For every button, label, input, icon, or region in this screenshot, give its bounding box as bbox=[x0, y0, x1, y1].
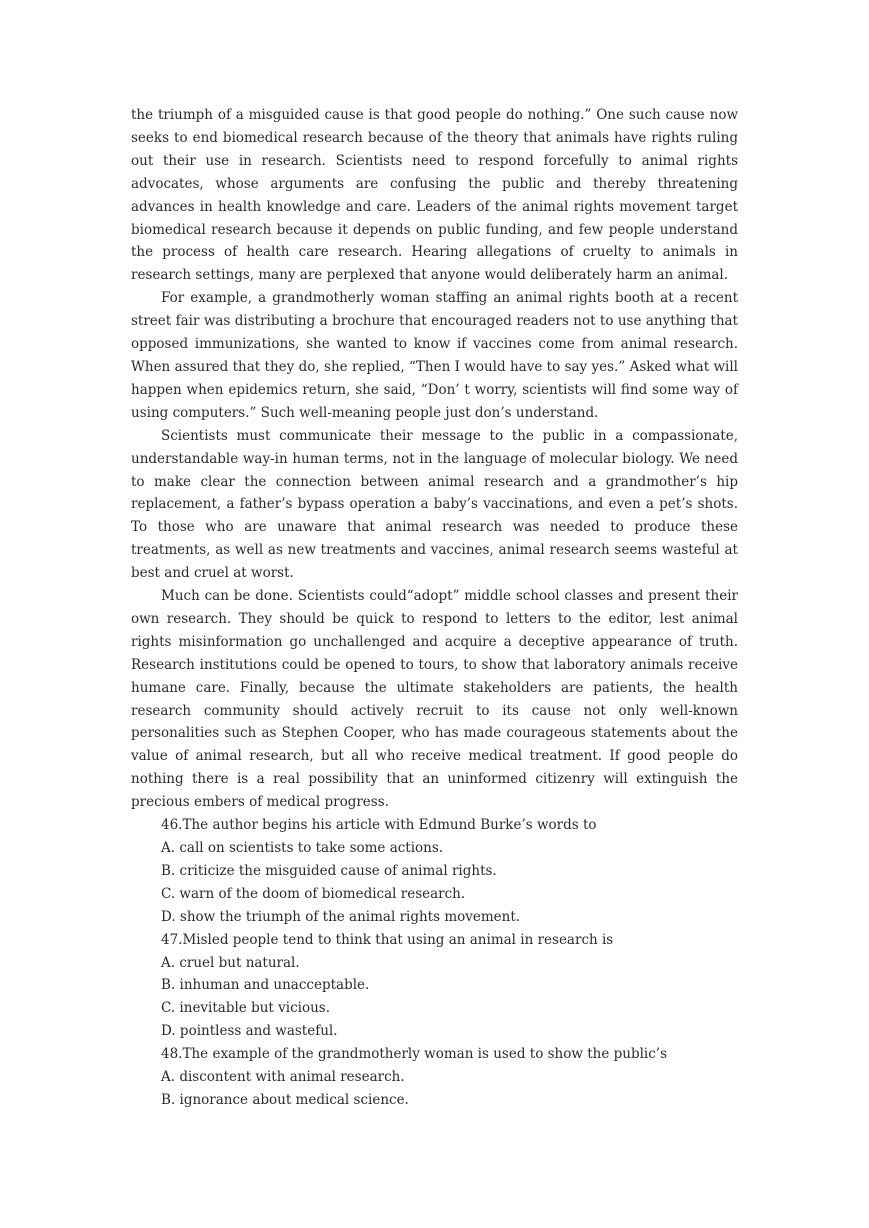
option-d: D. pointless and wasteful. bbox=[161, 1023, 338, 1040]
option-a: A. cruel but natural. bbox=[161, 954, 300, 971]
passage-paragraph-2: For example, a grandmotherly woman staffing an animal rights booth at a recent street fair was distributing a brochure that encouraged readers not to use anything that opposed immunizations, she wanted to know if vaccines come from animal research. When assured that they do, she replied, “Then I would have to say yes.” Asked what will happen when epidemics return, she said, “Don’ t worry, scientists will find some way of using computers.” Such well-meaning people just don’s understand. bbox=[131, 290, 738, 421]
question-46 bbox=[131, 814, 738, 929]
option-b: B. criticize the misguided cause of animal rights. bbox=[161, 862, 497, 879]
question-stem: 46.The author begins his article with Edmund Burke’s words to bbox=[161, 817, 597, 834]
option-b: B. ignorance about medical science. bbox=[161, 1091, 409, 1108]
question-47 bbox=[131, 929, 738, 1044]
option-a: A. call on scientists to take some actions. bbox=[161, 840, 444, 856]
question-stem: 48.The example of the grandmotherly woman is used to show the public’s bbox=[161, 1046, 667, 1063]
question-48 bbox=[131, 1043, 738, 1112]
question-stem: 47.Misled people tend to think that using an animal in research is bbox=[161, 931, 614, 948]
passage-paragraph-1: the triumph of a misguided cause is that good people do nothing.” One such cause now seeks to end biomedical research because of the theory that animals have rights ruling out their use in research. Scientists need to respond forcefully to animal rights advocates, whose arguments are confusing the public and thereby threatening advances in health knowledge and care. Leaders of the animal rights movement target biomedical research because it depends on public funding, and few people understand the process of health care research. Hearing allegations of cruelty to animals in research settings, many are perplexed that anyone would deliberately harm an animal. bbox=[131, 107, 738, 284]
option-c: C. warn of the doom of biomedical research. bbox=[161, 885, 466, 902]
option-d: D. show the triumph of the animal rights movement. bbox=[161, 908, 521, 925]
passage-paragraph-3: Scientists must communicate their message to the public in a compassionate, understandable way-in human terms, not in the language of molecular biology. We need to make clear the connection between animal research and a grandmother’s hip replacement, a father’s bypass operation a baby’s vaccinations, and even a pet’s shots. To those who are unaware that animal research was needed to produce these treatments, as well as new treatments and vaccines, animal research seems wasteful at best and cruel at worst. bbox=[131, 427, 738, 582]
document-page bbox=[131, 104, 738, 1112]
option-c: C. inevitable but vicious. bbox=[161, 1000, 331, 1017]
option-a: A. discontent with animal research. bbox=[161, 1069, 405, 1086]
option-b: B. inhuman and unacceptable. bbox=[161, 977, 370, 994]
passage-paragraph-4: Much can be done. Scientists could“adopt” middle school classes and present their own research. They should be quick to respond to letters to the editor, lest animal rights misinformation go unchallenged and acquire a deceptive appearance of truth. Research institutions could be opened to tours, to show that laboratory animals receive humane care. Finally, because the ultimate stakeholders are patients, the health research community should actively recruit to its cause not only well-known personalities such as Stephen Cooper, who has made courageous statements about the value of animal research, but all who receive medical treatment. If good people do nothing there is a real possibility that an uninformed citizenry will extinguish the precious embers of medical progress. bbox=[131, 588, 738, 811]
